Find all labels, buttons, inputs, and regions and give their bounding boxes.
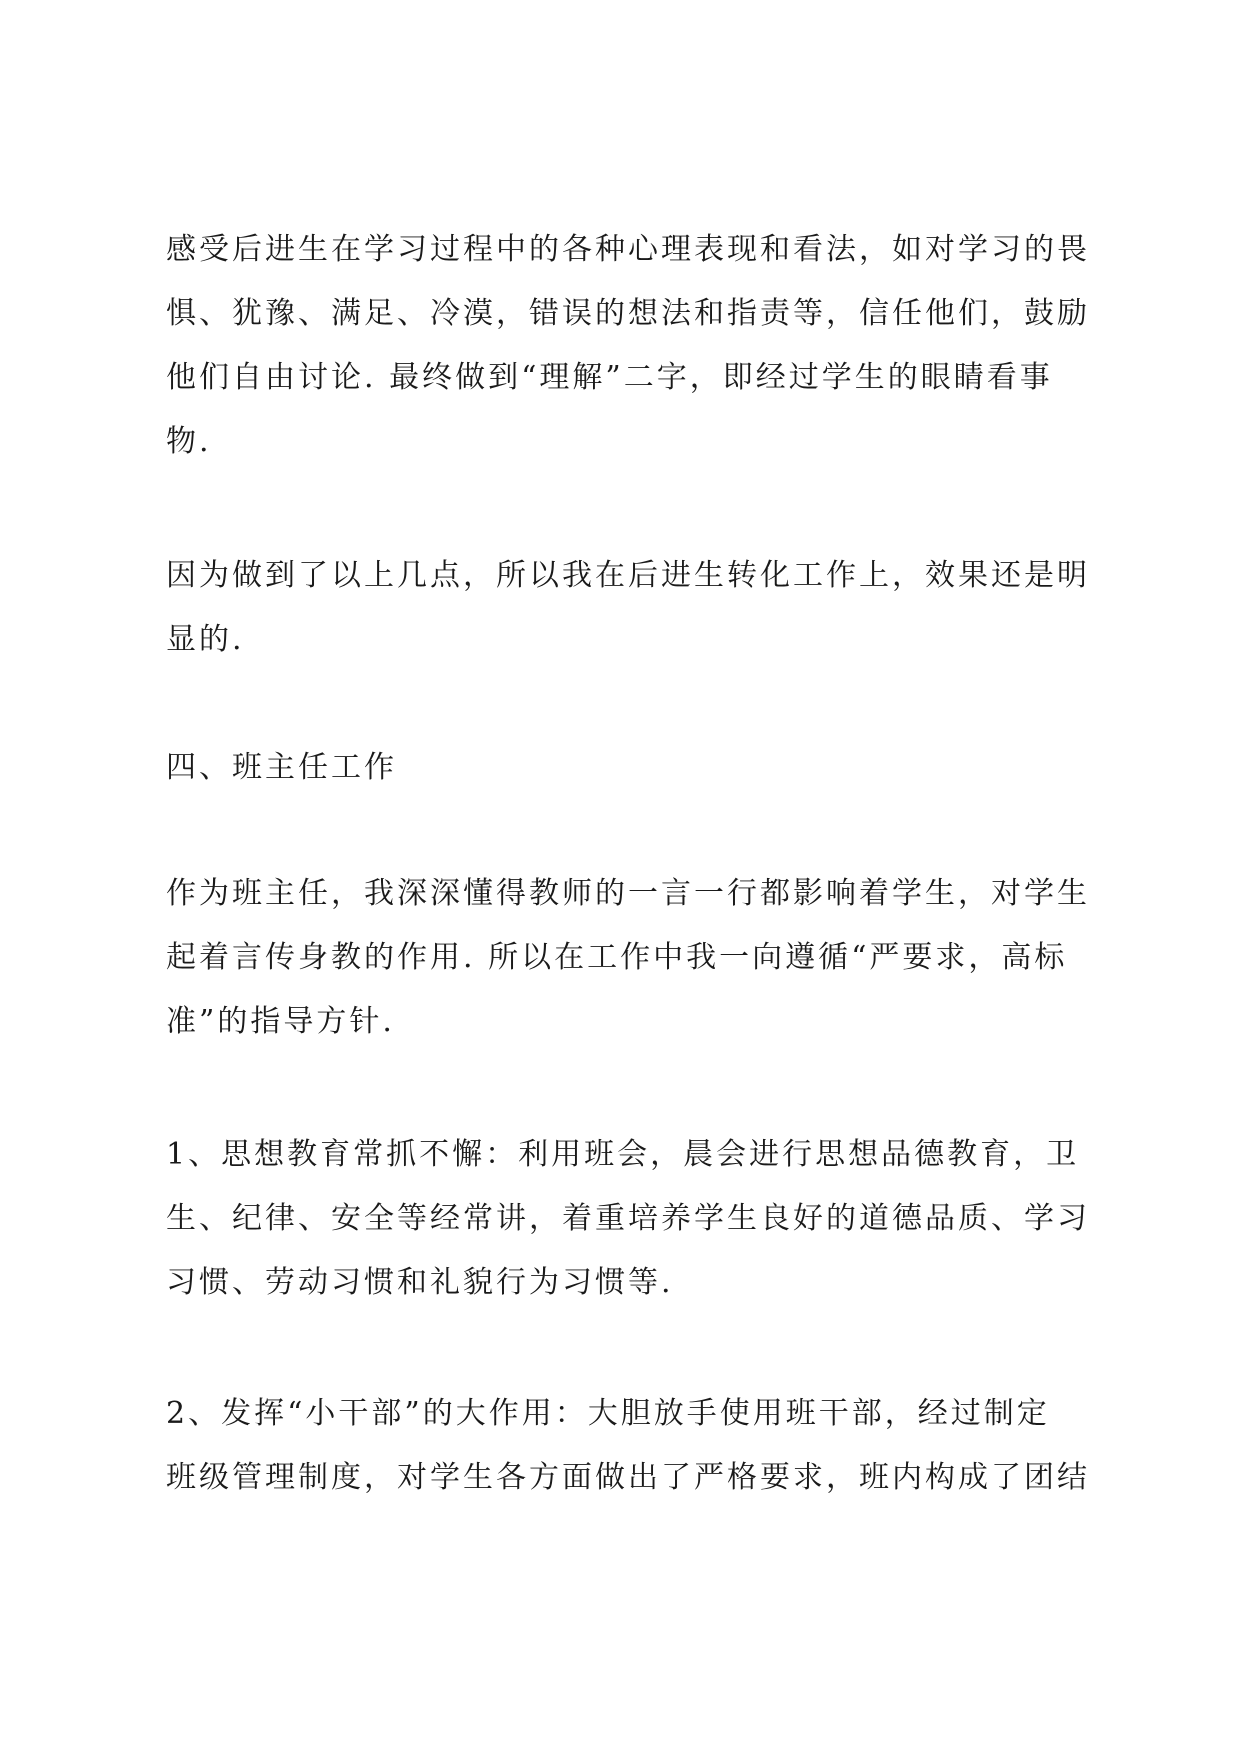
- text-line: 1、思想教育常抓不懈：利用班会，晨会进行思想品德教育，卫: [166, 1137, 1080, 1172]
- paragraph-understanding-students: [166, 218, 1096, 474]
- text-line: 班级管理制度，对学生各方面做出了严格要求，班内构成了团结: [166, 1460, 1090, 1495]
- text-line: 他们自由讨论. 最终做到“理解”二字，即经过学生的眼睛看事: [166, 360, 1053, 395]
- text-line: 起着言传身教的作用. 所以在工作中我一向遵循“严要求，高标: [166, 940, 1068, 975]
- paragraph-head-teacher: [166, 862, 1096, 1054]
- text-line: 习惯、劳动习惯和礼貌行为习惯等.: [166, 1265, 674, 1300]
- heading-text: 四、班主任工作: [166, 750, 397, 785]
- text-line: 感受后进生在学习过程中的各种心理表现和看法，如对学习的畏: [166, 232, 1090, 267]
- text-line: 2、发挥“小干部”的大作用：大胆放手使用班干部，经过制定: [166, 1396, 1050, 1431]
- text-line: 物.: [166, 424, 212, 459]
- text-line: 准”的指导方针.: [166, 1004, 395, 1039]
- paragraph-item-2: [166, 1382, 1096, 1510]
- paragraph-results: [166, 544, 1096, 672]
- paragraph-item-1: [166, 1123, 1096, 1315]
- text-line: 因为做到了以上几点，所以我在后进生转化工作上，效果还是明: [166, 558, 1090, 593]
- text-line: 惧、犹豫、满足、冷漠，错误的想法和指责等，信任他们，鼓励: [166, 296, 1090, 331]
- text-line: 显的.: [166, 622, 245, 657]
- text-line: 生、纪律、安全等经常讲，着重培养学生良好的道德品质、学习: [166, 1201, 1090, 1236]
- section-heading: [166, 736, 1096, 800]
- text-line: 作为班主任，我深深懂得教师的一言一行都影响着学生，对学生: [166, 876, 1090, 911]
